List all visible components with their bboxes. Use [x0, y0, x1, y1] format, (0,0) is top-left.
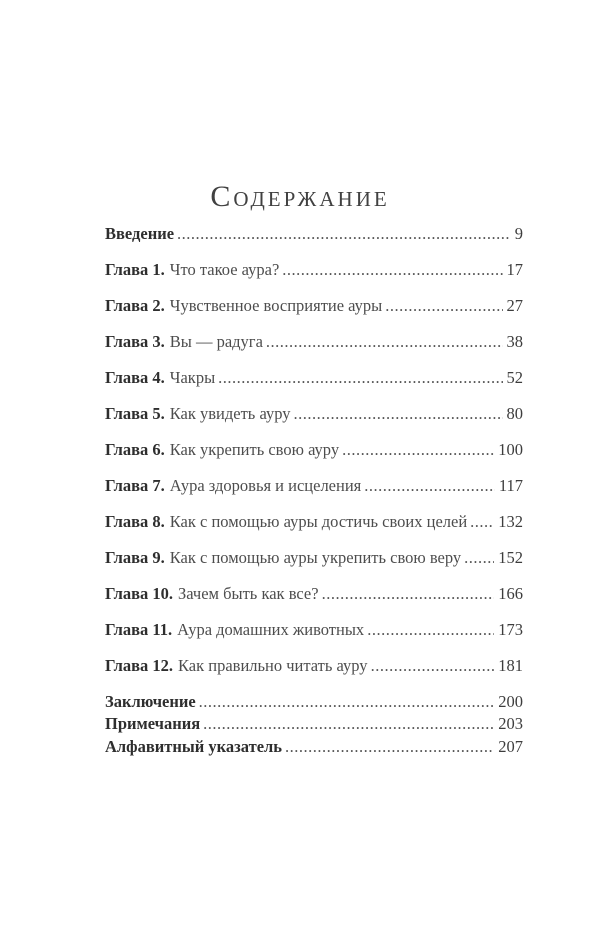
toc-entry-label: Введение [105, 224, 175, 243]
toc-entry-title: Зачем быть как все? [178, 584, 319, 603]
toc-entry-label: Глава 5. [105, 404, 165, 423]
toc-entry-label: Глава 9. [105, 548, 165, 567]
dot-leader [293, 396, 502, 432]
toc-entry-chapter-12 [105, 648, 523, 684]
toc-entry-title: Как с помощью ауры достичь своих целей [169, 512, 468, 531]
toc-entry-label: Глава 11. [105, 620, 173, 639]
toc-entry-title: Чакры [169, 368, 216, 387]
toc-entry-conclusion [105, 691, 523, 713]
toc-entry-label: Заключение [105, 692, 196, 711]
dot-leader [203, 713, 494, 735]
toc-entry-chapter-11 [105, 612, 523, 648]
toc-entry-page: 181 [498, 656, 523, 675]
toc-entry-title: Вы — радуга [169, 332, 263, 351]
toc-entry-chapter-8 [105, 504, 523, 540]
dot-leader [385, 288, 502, 324]
toc-entry-page: 9 [514, 224, 523, 243]
dot-leader [322, 576, 495, 612]
toc-entry-page: 17 [506, 260, 523, 279]
toc-entry-index [105, 736, 523, 758]
toc-entry-chapter-2 [105, 288, 523, 324]
toc-entry-page: 203 [498, 714, 523, 734]
toc-entry-title: Как правильно читать ауру [178, 656, 368, 675]
toc-entry-page: 152 [498, 548, 523, 567]
toc-entry-page: 38 [506, 332, 523, 351]
toc-entry-title: Аура здоровья и исцеления [169, 476, 362, 495]
toc-entry-page: 200 [498, 692, 523, 711]
toc-entry-label: Глава 12. [105, 656, 174, 675]
toc-entry-title: Что такое аура? [169, 260, 280, 279]
toc-entry-page: 173 [498, 620, 523, 639]
toc-entry-label: Глава 7. [105, 476, 165, 495]
toc-entry-page: 100 [498, 440, 523, 459]
dot-leader [367, 612, 494, 648]
toc-entry-chapter-1 [105, 252, 523, 288]
dot-leader [464, 540, 494, 576]
toc-entry-chapter-10 [105, 576, 523, 612]
toc-entry-chapter-7 [105, 468, 523, 504]
toc-entry-label: Примечания [105, 714, 201, 734]
page-title: СОДЕРЖАНИЕ [210, 180, 390, 213]
dot-leader [470, 504, 494, 540]
toc-entry-label: Глава 2. [105, 296, 165, 315]
toc-entry-label: Глава 3. [105, 332, 165, 351]
toc-list [105, 216, 523, 684]
toc-entry-page: 166 [498, 584, 523, 603]
dot-leader [285, 736, 494, 758]
toc-entry-chapter-9 [105, 540, 523, 576]
dot-leader [371, 648, 495, 684]
toc-entry-page: 207 [498, 736, 523, 756]
toc-entry-page: 117 [498, 476, 523, 495]
toc-entry-label: Глава 1. [105, 260, 165, 279]
toc-entry-label: Глава 10. [105, 584, 174, 603]
toc-entry-chapter-4 [105, 360, 523, 396]
toc-entry-page: 52 [506, 368, 523, 387]
toc-entry-notes [105, 713, 523, 735]
toc-entry-chapter-5 [105, 396, 523, 432]
dot-leader [266, 324, 503, 360]
toc-entry-page: 80 [506, 404, 523, 423]
dot-leader [218, 360, 502, 396]
dot-leader [199, 691, 495, 713]
toc-entry-label: Алфавитный указатель [105, 736, 283, 756]
toc-entry-title: Как укрепить свою ауру [169, 440, 340, 459]
toc-entry-label: Глава 4. [105, 368, 165, 387]
toc-entry-title: Как с помощью ауры укрепить свою веру [169, 548, 462, 567]
toc-entry-page: 27 [506, 296, 523, 315]
dot-leader [364, 468, 495, 504]
toc-entry-label: Глава 8. [105, 512, 165, 531]
toc-footer-list [105, 691, 523, 758]
toc-entry-title: Как увидеть ауру [169, 404, 291, 423]
dot-leader [342, 432, 494, 468]
dot-leader [282, 252, 502, 288]
toc-entry-label: Глава 6. [105, 440, 165, 459]
toc-entry-chapter-6 [105, 432, 523, 468]
toc-entry-title: Аура домашних животных [177, 620, 365, 639]
dot-leader [177, 216, 511, 252]
toc-entry-page: 132 [498, 512, 523, 531]
toc-entry-introduction [105, 216, 523, 252]
toc-entry-title: Чувственное восприятие ауры [169, 296, 383, 315]
toc-entry-chapter-3 [105, 324, 523, 360]
